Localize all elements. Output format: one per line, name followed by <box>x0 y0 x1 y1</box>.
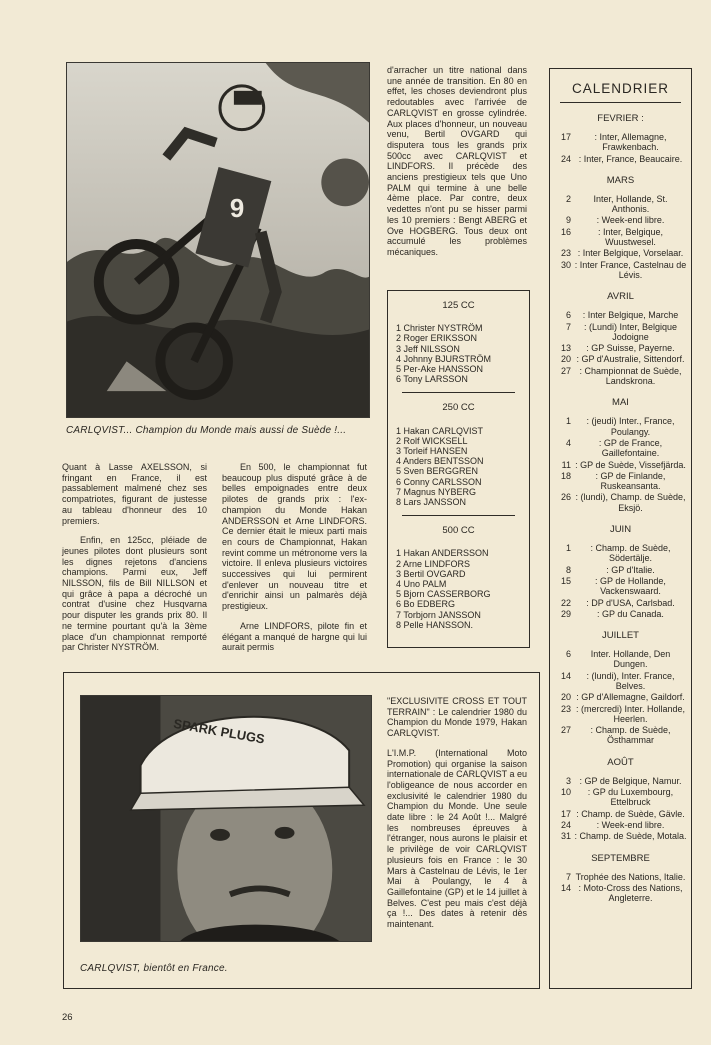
calendar-entry <box>550 416 691 438</box>
calendar-entry-event: : GP de France, Gaillefontaine. <box>598 437 663 459</box>
result-row: 2 Rolf WICKSELL <box>396 435 468 446</box>
calendar-entry-day: 23 <box>560 703 571 714</box>
result-row: 8 Lars JANSSON <box>396 497 467 508</box>
calendar-month-title: JUILLET <box>602 630 639 642</box>
calendar-month-title: AOÛT <box>607 756 634 768</box>
calendar-entry-event: : DP d'USA, Carlsbad. <box>586 597 675 608</box>
calendar-months <box>550 103 691 904</box>
feature-paragraph: L'I.M.P. (International Moto Promotion) qui organise la saison internationale de CARLQVIST a eu l'obligeance de nous accorder en exclusivité le calendrier 1980 du Champion du Monde. Une seule date libre : le 24 Août !... Malgré les nombreuses épreuves à l'étranger, nous aurons le plaisir et le privilège de voir CARLQVIST plusieurs fois en France : le 30 Mars à Castelnau de Lévis, le 1er Mai à Poulangy, le 4 à Gaillefontaine (GP) et le 14 juillet à Belves. C'est peu mais c'est déjà ça !... Des dates à retenir dès maintenant. <box>387 747 527 930</box>
calendar-entry-day: 20 <box>560 692 571 703</box>
result-row: 6 Tony LARSSON <box>396 374 468 385</box>
calendar-entry <box>550 471 691 493</box>
calendar-month-title: FEVRIER : <box>597 113 644 124</box>
calendar-entry-event: : GP de Belgique, Namur. <box>579 775 682 786</box>
photo-caption-champion: CARLQVIST... Champion du Monde mais aussi de Suède !... <box>66 425 347 436</box>
result-row: 1 Hakan CARLQVIST <box>396 425 484 436</box>
calendar-entry-event: : GP Suisse, Payerne. <box>586 343 675 354</box>
calendar-month <box>550 514 691 620</box>
calendar-entry <box>550 565 691 576</box>
calendar-entry-day: 8 <box>565 564 571 575</box>
calendar-entry-day: 22 <box>560 597 571 608</box>
result-row: 2 Roger ERIKSSON <box>396 333 478 344</box>
calendar-entry <box>550 438 691 460</box>
calendar-entry-day: 6 <box>565 649 571 660</box>
calendar-entry <box>550 215 691 226</box>
calendar-entry <box>550 132 691 154</box>
calendar-entry-event: : (mercredi) Inter. Hollande, Heerlen. <box>575 703 686 724</box>
result-row: 6 Conny CARLSSON <box>396 476 482 487</box>
calendar-entry <box>550 576 691 598</box>
article-paragraph: Quant à Lasse AXELSSON, si fringant en France, il est passablement malmené chez ses compatriotes, figurant de justesse au tableau d'honneur des 10 premiers. <box>62 462 207 526</box>
calendar-entry <box>550 704 691 726</box>
calendar-entry-day: 4 <box>565 437 571 448</box>
calendar-month <box>550 103 691 165</box>
feature-intro: "EXCLUSIVITE CROSS ET TOUT TERRAIN" : Le calendrier 1980 du Champion du Monde 1979, Hakan CARLQVIST. <box>387 696 527 739</box>
results-500cc <box>388 516 529 630</box>
calendar-entry-day: 13 <box>560 343 571 354</box>
calendar-entry <box>550 692 691 703</box>
calendar-entry-day: 15 <box>560 575 571 586</box>
calendar-entry <box>550 310 691 321</box>
calendar-month-title: SEPTEMBRE <box>591 852 650 864</box>
calendar-month <box>550 281 691 387</box>
result-row: 3 Bertil OVGARD <box>396 568 466 579</box>
article-paragraph: Enfin, en 125cc, pléiade de jeunes pilotes dont plusieurs sont les dignes rejetons d'anciens champions. Parmi eux, Jeff NILSSON, fils de Bill NILLSON et qui grâce à papa a décroché un contrat d'usine chez Husqvarna pour disputer les grands prix 80. Il ne termine pourtant qu'à la 3ème place d'un championnat remporté par Christer NYSTRÖM. <box>62 535 207 653</box>
article-column-1 <box>62 462 207 662</box>
calendar-entry-day: 1 <box>565 416 571 427</box>
calendar-entry-day: 30 <box>560 259 571 270</box>
calendar-entry-day: 16 <box>560 226 571 237</box>
calendar-entry-day: 17 <box>560 808 571 819</box>
calendar-entry-event: : GP d'Italie. <box>606 564 655 575</box>
calendar-entry-day: 23 <box>560 248 571 259</box>
calendar-entry <box>550 227 691 249</box>
calendar-entry-event: : Champ. de Suède, Södertälje. <box>590 543 671 564</box>
calendar-month-title: AVRIL <box>607 291 634 303</box>
calendar-entry-event: : GP du Canada. <box>597 608 664 619</box>
results-125cc <box>388 291 529 393</box>
calendar-entry-day: 26 <box>560 492 571 503</box>
feature-text <box>387 696 527 939</box>
calendar-entry <box>550 883 691 905</box>
article-continuation-text <box>387 65 527 267</box>
article-paragraph: Arne LINDFORS, pilote fin et élégant a manqué de hargne qui lui aurait permis <box>222 620 367 653</box>
calendar-entry-day: 14 <box>560 882 571 893</box>
calendar-box <box>549 68 692 989</box>
calendar-entry <box>550 543 691 565</box>
result-row: 1 Christer NYSTRÖM <box>396 323 483 334</box>
svg-text:9: 9 <box>229 195 245 224</box>
calendar-entry-day: 17 <box>560 132 571 142</box>
result-row: 6 Bo EDBERG <box>396 599 456 610</box>
calendar-entry <box>550 831 691 842</box>
calendar-entry-event: : Champ. de Suède, Gävle. <box>576 808 685 819</box>
calendar-entry-day: 14 <box>560 670 571 681</box>
calendar-month <box>550 165 691 281</box>
calendar-entry <box>550 820 691 831</box>
calendar-entry-day: 27 <box>560 365 571 376</box>
calendar-entry-event: : GP du Luxembourg, Ettelbruck <box>587 787 674 808</box>
calendar-entry-day: 9 <box>565 215 571 226</box>
article-paragraph: En 500, le championnat fut beaucoup plus disputé grâce à de belles empoignades entre deux pilotes de grands prix : l'ex-champion du Monde Hakan ANDERSSON et Arne LINDFORS. Ce dernier était le mieux parti mais en cours de Championnat, Hakan revint comme un métronome vers la victoire. Il enleva plusieurs victoires successives qui lui permirent d'enlever un nouveau titre et d'enrichir ainsi un palmarès déjà prestigieux. <box>222 462 367 612</box>
result-row: 4 Anders BENTSSON <box>396 456 484 467</box>
calendar-entry <box>550 154 691 165</box>
result-row: 2 Arne LINDFORS <box>396 558 471 569</box>
results-category-title: 125 CC <box>442 300 475 311</box>
calendar-entry <box>550 809 691 820</box>
result-row: 4 Uno PALM <box>396 579 447 590</box>
calendar-entry-event: : Week-end libre. <box>596 215 665 226</box>
calendar-entry-day: 10 <box>560 787 571 798</box>
page-number: 26 <box>62 1012 73 1023</box>
calendar-entry-day: 20 <box>560 354 571 365</box>
calendar-month <box>550 843 691 905</box>
calendar-entry <box>550 609 691 620</box>
calendar-entry-day: 27 <box>560 725 571 736</box>
calendar-entry-event: : GP d'Allemagne, Gaildorf. <box>576 692 685 703</box>
calendar-entry-day: 7 <box>565 871 571 882</box>
calendar-entry <box>550 460 691 471</box>
result-row: 7 Torbjorn JANSSON <box>396 609 481 620</box>
result-row: 3 Torleif HANSEN <box>396 446 468 457</box>
result-row: 1 Hakan ANDERSSON <box>396 548 489 559</box>
calendar-entry <box>550 598 691 609</box>
calendar-month-title: MARS <box>606 174 635 186</box>
calendar-entry <box>550 343 691 354</box>
result-row: 7 Magnus NYBERG <box>396 486 477 497</box>
calendar-entry <box>550 776 691 787</box>
photo-caption-bientot: CARLQVIST, bientôt en France. <box>80 963 228 974</box>
calendar-entry-event: : GP de Suède, Vissefjärda. <box>575 459 686 470</box>
calendar-entry-day: 1 <box>565 543 571 554</box>
calendar-entry <box>550 725 691 747</box>
calendar-entry <box>550 366 691 388</box>
calendar-entry-event: : (jeudi) Inter., France, Poulangy. <box>586 416 675 437</box>
result-row: 8 Pelle HANSSON. <box>396 619 474 630</box>
calendar-entry-day: 11 <box>561 459 571 470</box>
calendar-entry-event: : (lundi), Inter. France, Belves. <box>586 670 675 691</box>
calendar-entry-event: : Inter, France, Beaucaire. <box>578 153 683 164</box>
calendar-entry-event: : GP de Hollande, Vackenswaard. <box>595 575 666 597</box>
calendar-entry-event: : Championnat de Suède, Landskrona. <box>579 365 682 387</box>
calendar-entry-day: 7 <box>565 321 571 332</box>
article-paragraph: d'arracher un titre national dans une année de transition. En 80 en effet, les choses deviendront plus redoutables avec l'arrivée de CARLQVIST en grosse cylindrée. Aux places d'honneur, un nouveau venu, Bertil OVGARD qui disputera tous les grands prix 500cc avec CARLQVIST et LINDFORS. Il précède des anciens prestigieux tels que Uno PALM qui termine à une belle 4ème place. Par contre, deux vedettes n'ont pu se hisser parmi les 10 premiers : Bengt ABERG et Ove HOGBERG. Tous deux ont accumulé les problèmes mécaniques. <box>387 65 527 257</box>
calendar-entry-event: Inter. Hollande, Den Dungen. <box>590 649 671 670</box>
calendar-entry-event: : (Lundi) Inter, Belgique Jodoigne <box>583 321 678 342</box>
calendar-entry-day: 2 <box>565 193 571 204</box>
calendar-month <box>550 747 691 843</box>
result-row: 4 Johnny BJURSTRÖM <box>396 353 492 364</box>
calendar-entry <box>550 322 691 344</box>
calendar-entry-event: : Champ. de Suède, Motala. <box>574 831 687 842</box>
calendar-entry-event: : GP d'Australie, Sittendorf. <box>576 354 685 365</box>
calendar-entry-day: 24 <box>560 153 571 164</box>
calendar-entry-event: : Inter Belgique, Vorselaar. <box>577 248 684 259</box>
article-column-2 <box>222 462 367 662</box>
result-row: 5 Per-Ake HANSSON <box>396 364 484 375</box>
calendar-month <box>550 387 691 514</box>
calendar-title: CALENDRIER <box>571 81 670 96</box>
calendar-entry-event: : Inter Belgique, Marche <box>582 310 679 321</box>
calendar-entry-event: : GP de Finlande, Ruskeansanta. <box>595 470 666 492</box>
results-box <box>387 290 530 648</box>
calendar-month-title: JUIN <box>609 524 632 536</box>
result-row: 5 Bjorn CASSERBORG <box>396 589 491 600</box>
calendar-entry <box>550 649 691 671</box>
results-250cc <box>388 393 529 516</box>
calendar-entry <box>550 354 691 365</box>
calendar-entry-day: 18 <box>560 470 571 481</box>
calendar-month <box>550 620 691 747</box>
results-category-title: 500 CC <box>442 525 475 537</box>
calendar-entry-day: 24 <box>560 819 571 830</box>
rider-portrait-photo <box>80 695 372 942</box>
calendar-entry-event: : Moto-Cross des Nations, Angleterre. <box>578 882 683 904</box>
calendar-entry-event: Inter, Hollande, St. Anthonis. <box>593 193 668 215</box>
results-category-title: 250 CC <box>442 402 475 414</box>
calendar-entry-day: 29 <box>560 608 571 619</box>
calendar-entry-event: : Inter France, Castelnau de Lévis. <box>574 259 687 280</box>
calendar-entry-event: : Inter, Allemagne, Frawkenbach. <box>594 132 667 153</box>
calendar-entry <box>550 194 691 216</box>
calendar-entry <box>550 671 691 693</box>
calendar-entry-day: 3 <box>565 775 571 786</box>
calendar-entry-day: 6 <box>565 310 571 321</box>
calendar-entry <box>550 248 691 259</box>
calendar-entry-event: : (lundi), Champ. de Suède, Eksjö. <box>575 492 686 513</box>
cap-logo-text: SPARK PLUGS <box>172 715 266 747</box>
calendar-entry-event: Trophée des Nations, Italie. <box>575 871 686 882</box>
calendar-entry-event: : Inter, Belgique, Wuustwesel. <box>597 226 664 248</box>
calendar-entry <box>550 260 691 282</box>
calendar-month-title: MAI <box>612 397 629 409</box>
result-row: 3 Jeff NILSSON <box>396 343 460 354</box>
calendar-entry <box>550 787 691 809</box>
calendar-entry-event: : Week-end libre. <box>596 819 665 830</box>
calendar-entry <box>550 492 691 514</box>
calendar-entry <box>550 872 691 883</box>
calendar-entry-day: 31 <box>560 831 571 842</box>
calendar-entry-event: : Champ. de Suède, Östhammar <box>590 725 671 746</box>
result-row: 5 Sven BERGGREN <box>396 466 479 477</box>
motocross-photo <box>66 62 370 418</box>
